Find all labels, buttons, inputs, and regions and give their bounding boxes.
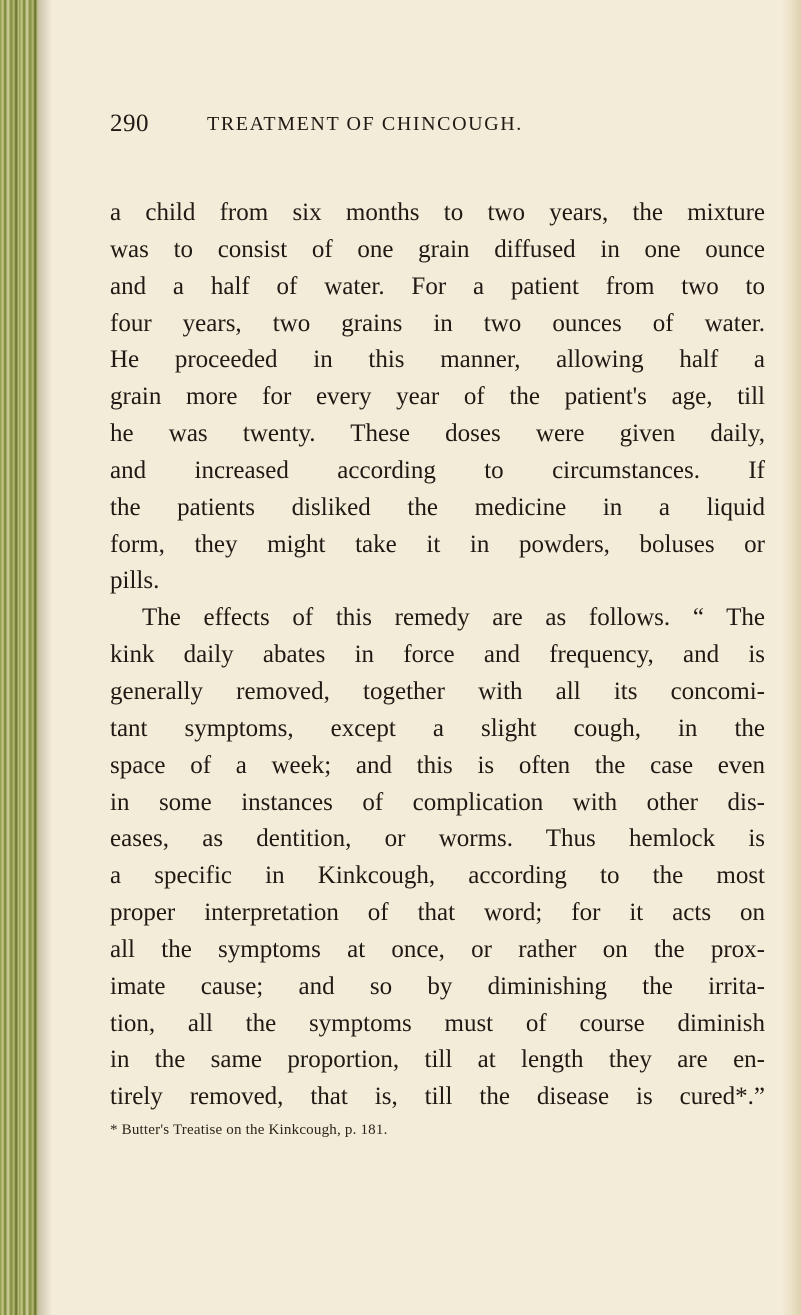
- body-text: [110, 195, 765, 1116]
- page-edge: [781, 0, 801, 1315]
- gutter-shadow: [38, 0, 52, 1315]
- text-line: tant symptoms, except a slight cough, in the: [110, 714, 765, 742]
- text-line: space of a week; and this is often the case even: [110, 751, 765, 779]
- text-line: imate cause; and so by diminishing the irrita-: [110, 972, 765, 1000]
- running-head: [110, 110, 765, 150]
- book-page: [110, 110, 765, 1139]
- text-line: generally removed, together with all its concomi-: [110, 677, 765, 705]
- text-line: the patients disliked the medicine in a liquid: [110, 493, 765, 521]
- text-line: proper interpretation of that word; for it acts on: [110, 899, 765, 927]
- text-line: grain more for every year of the patient's age, till: [110, 383, 765, 411]
- page-number: 290: [110, 110, 149, 137]
- text-line: was to consist of one grain diffused in one ounce: [110, 235, 765, 263]
- text-line: in the same proportion, till at length they are en-: [110, 1046, 765, 1074]
- running-title: TREATMENT OF CHINCOUGH.: [207, 113, 523, 135]
- text-line: kink daily abates in force and frequency, and is: [110, 641, 765, 669]
- text-line: tirely removed, that is, till the disease is cured*.”: [110, 1083, 765, 1111]
- text-line: in some instances of complication with other dis-: [110, 788, 765, 816]
- text-line: a specific in Kinkcough, according to the most: [110, 862, 765, 890]
- text-line: He proceeded in this manner, allowing half a: [110, 346, 765, 374]
- text-line: eases, as dentition, or worms. Thus hemlock is: [110, 825, 765, 853]
- text-line: tion, all the symptoms must of course diminish: [110, 1009, 765, 1037]
- text-line: a child from six months to two years, the mixture: [110, 199, 765, 226]
- text-line: he was twenty. These doses were given daily,: [110, 420, 765, 448]
- text-line: and a half of water. For a patient from two to: [110, 272, 765, 300]
- footnote: * Butter's Treatise on the Kinkcough, p. 181.: [110, 1122, 388, 1139]
- text-line: all the symptoms at once, or rather on the prox-: [110, 935, 765, 963]
- book-gutter: [0, 0, 38, 1315]
- text-line: and increased according to circumstances. If: [110, 456, 765, 484]
- paragraph-start-line: The effects of this remedy are as follows. “ The: [142, 604, 765, 632]
- text-line: form, they might take it in powders, boluses or: [110, 530, 765, 558]
- text-line: four years, two grains in two ounces of water.: [110, 309, 765, 337]
- text-line: pills.: [110, 567, 160, 595]
